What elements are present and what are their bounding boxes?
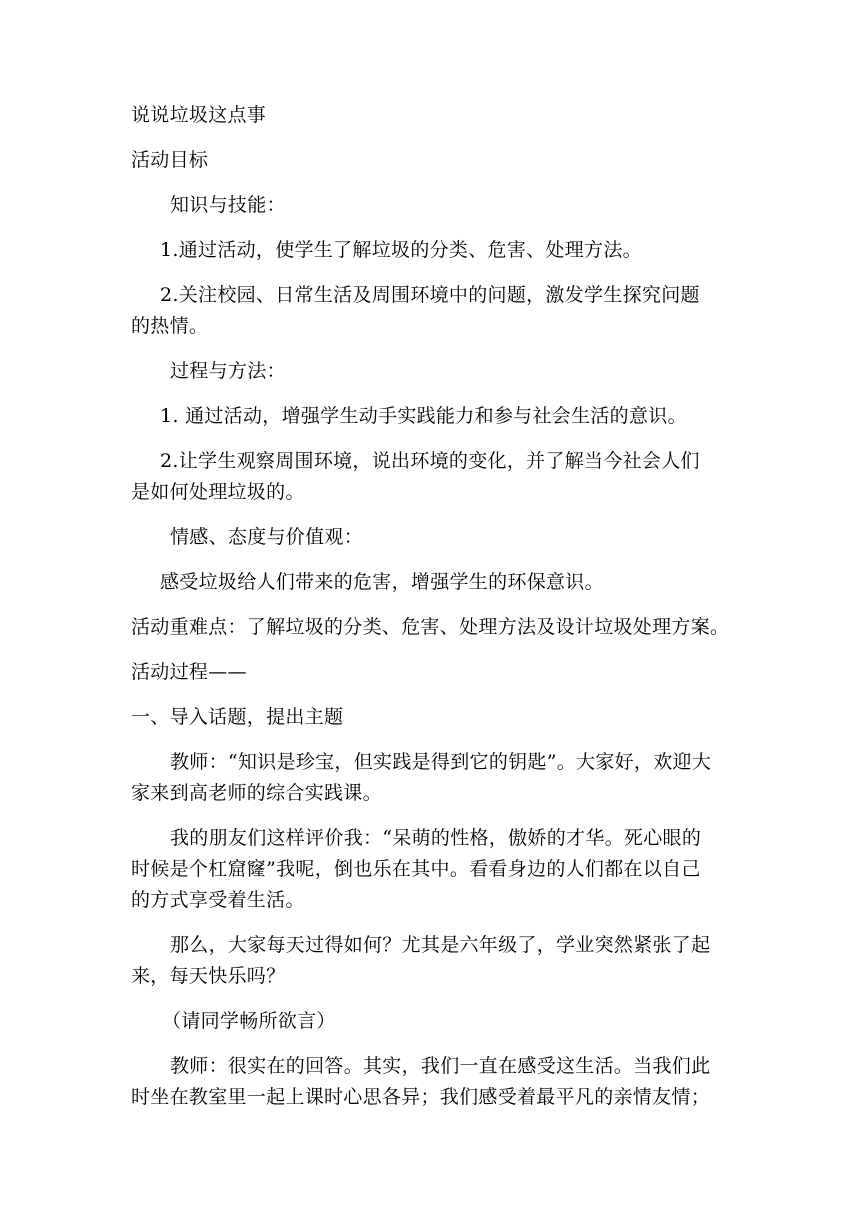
paragraph-2-line-1: 我的朋友们这样评价我：“呆萌的性格，傲娇的才华。死心眼的	[170, 827, 702, 849]
paragraph-3-line-1: 那么，大家每天过得如何？尤其是六年级了，学业突然紧张了起	[170, 934, 711, 956]
paragraph-1-line-2: 家来到高老师的综合实践课。	[131, 782, 382, 804]
goals-heading: 活动目标	[131, 149, 209, 171]
document-title: 说说垃圾这点事	[131, 104, 267, 126]
knowledge-item-2-line-1: 2.关注校园、日常生活及周围环境中的问题，激发学生探究问题	[160, 284, 700, 306]
key-points: 活动重难点：了解垃圾的分类、危害、处理方法及设计垃圾处理方案。	[131, 616, 730, 638]
paragraph-3-line-2: 来，每天快乐吗？	[131, 965, 286, 987]
process-item-2-line-2: 是如何处理垃圾的。	[131, 481, 305, 503]
process-title: 活动过程——	[131, 661, 247, 683]
emotion-item: 感受垃圾给人们带来的危害，增强学生的环保意识。	[160, 571, 604, 593]
paragraph-2-line-2: 时候是个杠窟窿”我呢，倒也乐在其中。看看身边的人们都在以自己	[131, 858, 701, 880]
process-item-1: 1. 通过活动，增强学生动手实践能力和参与社会生活的意识。	[160, 405, 687, 427]
paragraph-5-line-2: 时坐在教室里一起上课时心思各异；我们感受着最平凡的亲情友情；	[131, 1086, 711, 1108]
emotion-heading: 情感、态度与价值观：	[170, 526, 364, 548]
process-heading: 过程与方法：	[170, 360, 286, 382]
paragraph-5-line-1: 教师：很实在的回答。其实，我们一直在感受这生活。当我们此	[170, 1055, 711, 1077]
knowledge-heading: 知识与技能：	[170, 194, 286, 216]
knowledge-item-2-line-2: 的热情。	[131, 315, 209, 337]
paragraph-4: （请同学畅所欲言）	[162, 1010, 336, 1032]
paragraph-1-line-1: 教师：“知识是珍宝，但实践是得到它的钥匙”。大家好，欢迎大	[170, 751, 712, 773]
process-item-2-line-1: 2.让学生观察周围环境，说出环境的变化，并了解当今社会人们	[160, 450, 700, 472]
paragraph-2-line-3: 的方式享受着生活。	[131, 889, 305, 911]
knowledge-item-1: 1.通过活动，使学生了解垃圾的分类、危害、处理方法。	[160, 239, 642, 261]
section-1-heading: 一、导入话题，提出主题	[131, 706, 344, 728]
